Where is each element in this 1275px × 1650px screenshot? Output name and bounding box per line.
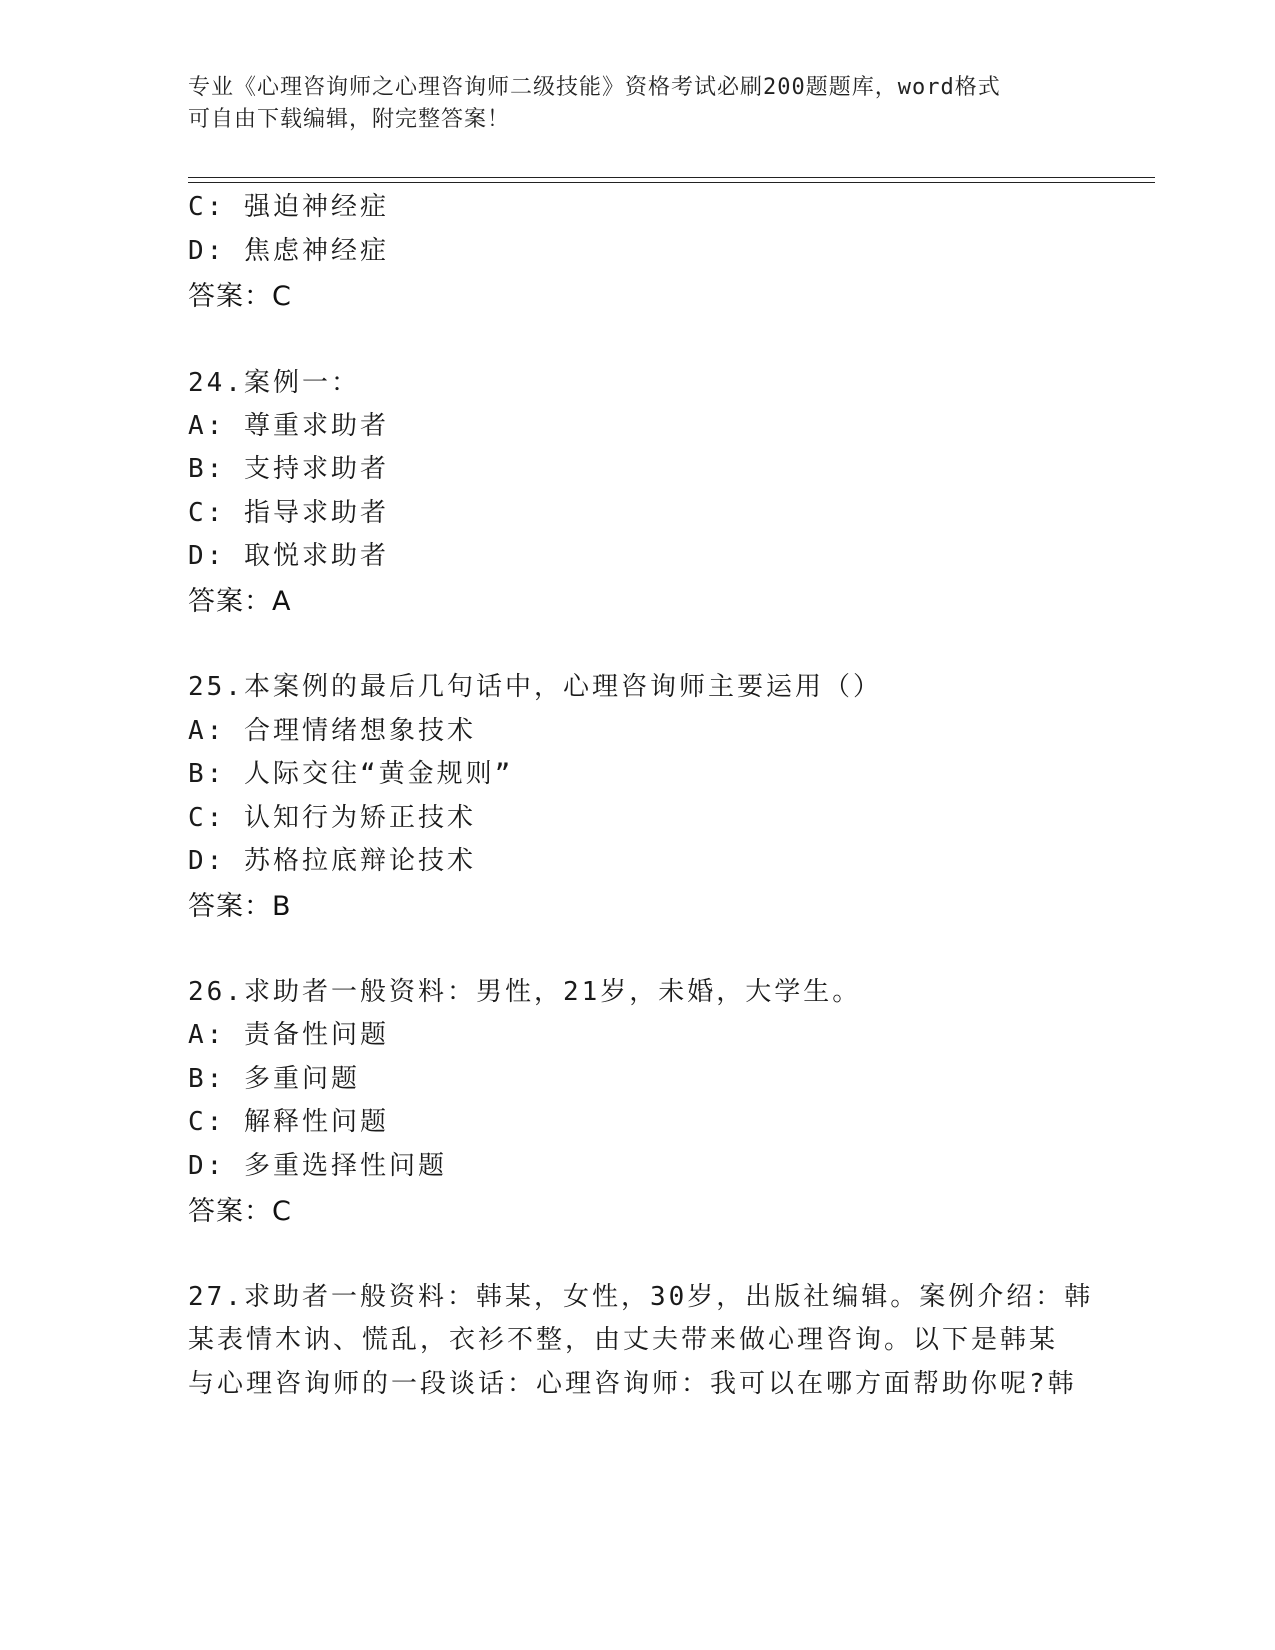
q25-option-c: C: 认知行为矫正技术 xyxy=(188,803,476,833)
q26-option-b: B: 多重问题 xyxy=(188,1064,360,1094)
q26-option-c: C: 解释性问题 xyxy=(188,1107,389,1137)
q24-option-c: C: 指导求助者 xyxy=(188,498,389,528)
q24-answer: 答案：A xyxy=(188,586,292,617)
document-header xyxy=(188,72,1088,136)
q24-option-b: B: 支持求助者 xyxy=(188,454,389,484)
header-divider-top xyxy=(188,177,1155,178)
q25-stem: 25.本案例的最后几句话中，心理咨询师主要运用（） xyxy=(188,672,882,702)
q27-stem-line-1: 27.求助者一般资料：韩某，女性，30岁，出版社编辑。案例介绍：韩 xyxy=(188,1282,1094,1312)
q25-option-d: D: 苏格拉底辩论技术 xyxy=(188,846,476,876)
q25-option-a: A: 合理情绪想象技术 xyxy=(188,716,476,746)
q23-option-c: C: 强迫神经症 xyxy=(188,192,389,222)
q24-stem: 24.案例一： xyxy=(188,368,360,398)
header-title-line-2: 可自由下载编辑，附完整答案！ xyxy=(188,107,511,132)
q25-option-b: B: 人际交往“黄金规则” xyxy=(188,759,514,789)
q27-stem-line-3: 与心理咨询师的一段谈话：心理咨询师：我可以在哪方面帮助你呢?韩 xyxy=(188,1369,1077,1399)
q24-option-d: D: 取悦求助者 xyxy=(188,541,389,571)
q26-option-a: A: 责备性问题 xyxy=(188,1020,389,1050)
header-title-line-1: 专业《心理咨询师之心理咨询师二级技能》资格考试必刷200题题库，word格式 xyxy=(188,75,1001,100)
q25-answer: 答案：B xyxy=(188,891,292,922)
q26-stem: 26.求助者一般资料：男性，21岁，未婚，大学生。 xyxy=(188,977,862,1007)
q23-option-d: D: 焦虑神经症 xyxy=(188,236,389,266)
header-divider-bottom xyxy=(188,182,1155,183)
q26-answer: 答案：C xyxy=(188,1196,292,1227)
q24-option-a: A: 尊重求助者 xyxy=(188,411,389,441)
q26-option-d: D: 多重选择性问题 xyxy=(188,1151,447,1181)
q23-answer: 答案：C xyxy=(188,281,292,312)
q27-stem-line-2: 某表情木讷、慌乱，衣衫不整，由丈夫带来做心理咨询。以下是韩某 xyxy=(188,1325,1059,1355)
